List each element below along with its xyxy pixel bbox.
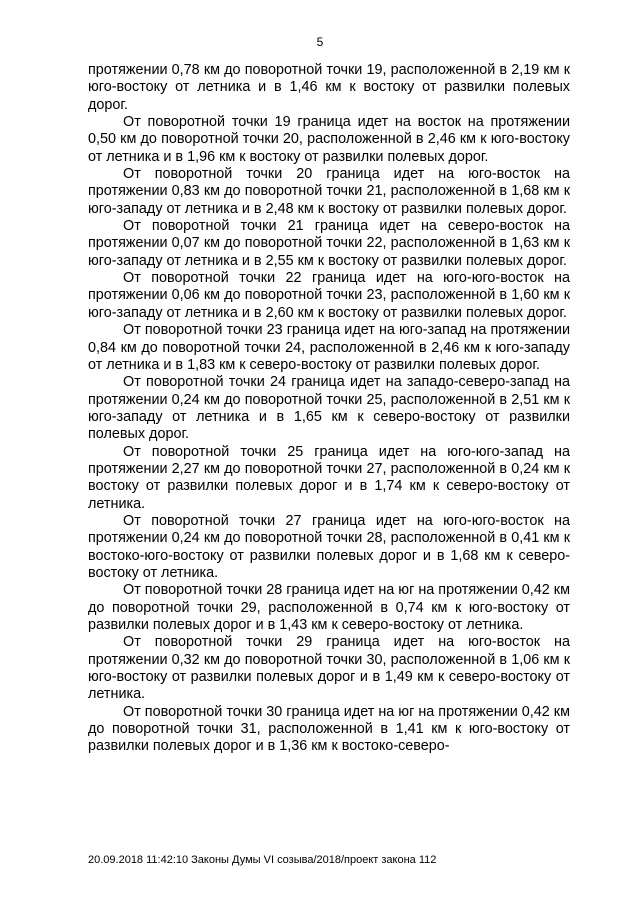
paragraph-5: От поворотной точки 22 граница идет на юго-юго-восток на протяжении 0,06 км до поворотной точки 23, расположенной в 1,60 км к юго-западу от летника и в 2,60 км к востоку от развилки полевых дорог.: [88, 270, 570, 321]
document-body: [88, 62, 570, 756]
paragraph-1: протяжении 0,78 км до поворотной точки 19, расположенной в 2,19 км к юго-востоку от летника и в 1,46 км к востоку от развилки полевых дорог.: [88, 62, 570, 113]
paragraph-4: От поворотной точки 21 граница идет на северо-восток на протяжении 0,07 км до поворотной точки 22, расположенной в 1,63 км к юго-западу от летника и в 2,55 км к востоку от развилки полевых дорог.: [88, 218, 570, 269]
page-number: 5: [316, 35, 324, 49]
paragraph-8: От поворотной точки 25 граница идет на юго-юго-запад на протяжении 2,27 км до поворотной точки 27, расположенной в 0,24 км к востоку от развилки полевых дорог и в 1,74 км к северо-востоку от летника.: [88, 443, 570, 512]
paragraph-9: От поворотной точки 27 граница идет на юго-юго-восток на протяжении 0,24 км до поворотной точки 28, расположенной в 0,41 км к востоко-юго-востоку от развилки полевых дорог и в 1,68 км к северо-востоку от летника.: [88, 512, 570, 581]
paragraph-7: От поворотной точки 24 граница идет на западо-северо-запад на протяжении 0,24 км до поворотной точки 25, расположенной в 2,51 км к юго-западу от летника и в 1,65 км к северо-востоку от развилки полевых дорог.: [88, 374, 570, 443]
paragraph-12: От поворотной точки 30 граница идет на юг на протяжении 0,42 км до поворотной точки 31, расположенной в 1,41 км к юго-востоку от развилки полевых дорог и в 1,36 км к востоко-северо-: [88, 703, 570, 755]
paragraph-6: От поворотной точки 23 граница идет на юго-запад на протяжении 0,84 км до поворотной точки 24, расположенной в 2,46 км к юго-западу от летника и в 1,83 км к северо-востоку от развилки полевых дорог.: [88, 322, 570, 373]
paragraph-2: От поворотной точки 19 граница идет на восток на протяжении 0,50 км до поворотной точки 20, расположенной в 2,46 км к юго-востоку от летника и в 1,96 км к востоку от развилки полевых дорог.: [88, 114, 570, 165]
document-footer: 20.09.2018 11:42:10 Законы Думы VI созыва/2018/проект закона 112: [88, 854, 437, 866]
paragraph-11: От поворотной точки 29 граница идет на юго-восток на протяжении 0,32 км до поворотной точки 30, расположенной в 1,06 км к юго-востоку от развилки полевых дорог и в 1,49 км к северо-востоку от летника.: [88, 634, 570, 703]
paragraph-3: От поворотной точки 20 граница идет на юго-восток на протяжении 0,83 км до поворотной точки 21, расположенной в 1,68 км к юго-западу от летника и в 2,48 км к востоку от развилки полевых дорог.: [88, 166, 570, 217]
paragraph-10: От поворотной точки 28 граница идет на юг на протяжении 0,42 км до поворотной точки 29, расположенной в 0,74 км к юго-востоку от развилки полевых дорог и в 1,43 км к северо-востоку от летника.: [88, 582, 570, 633]
